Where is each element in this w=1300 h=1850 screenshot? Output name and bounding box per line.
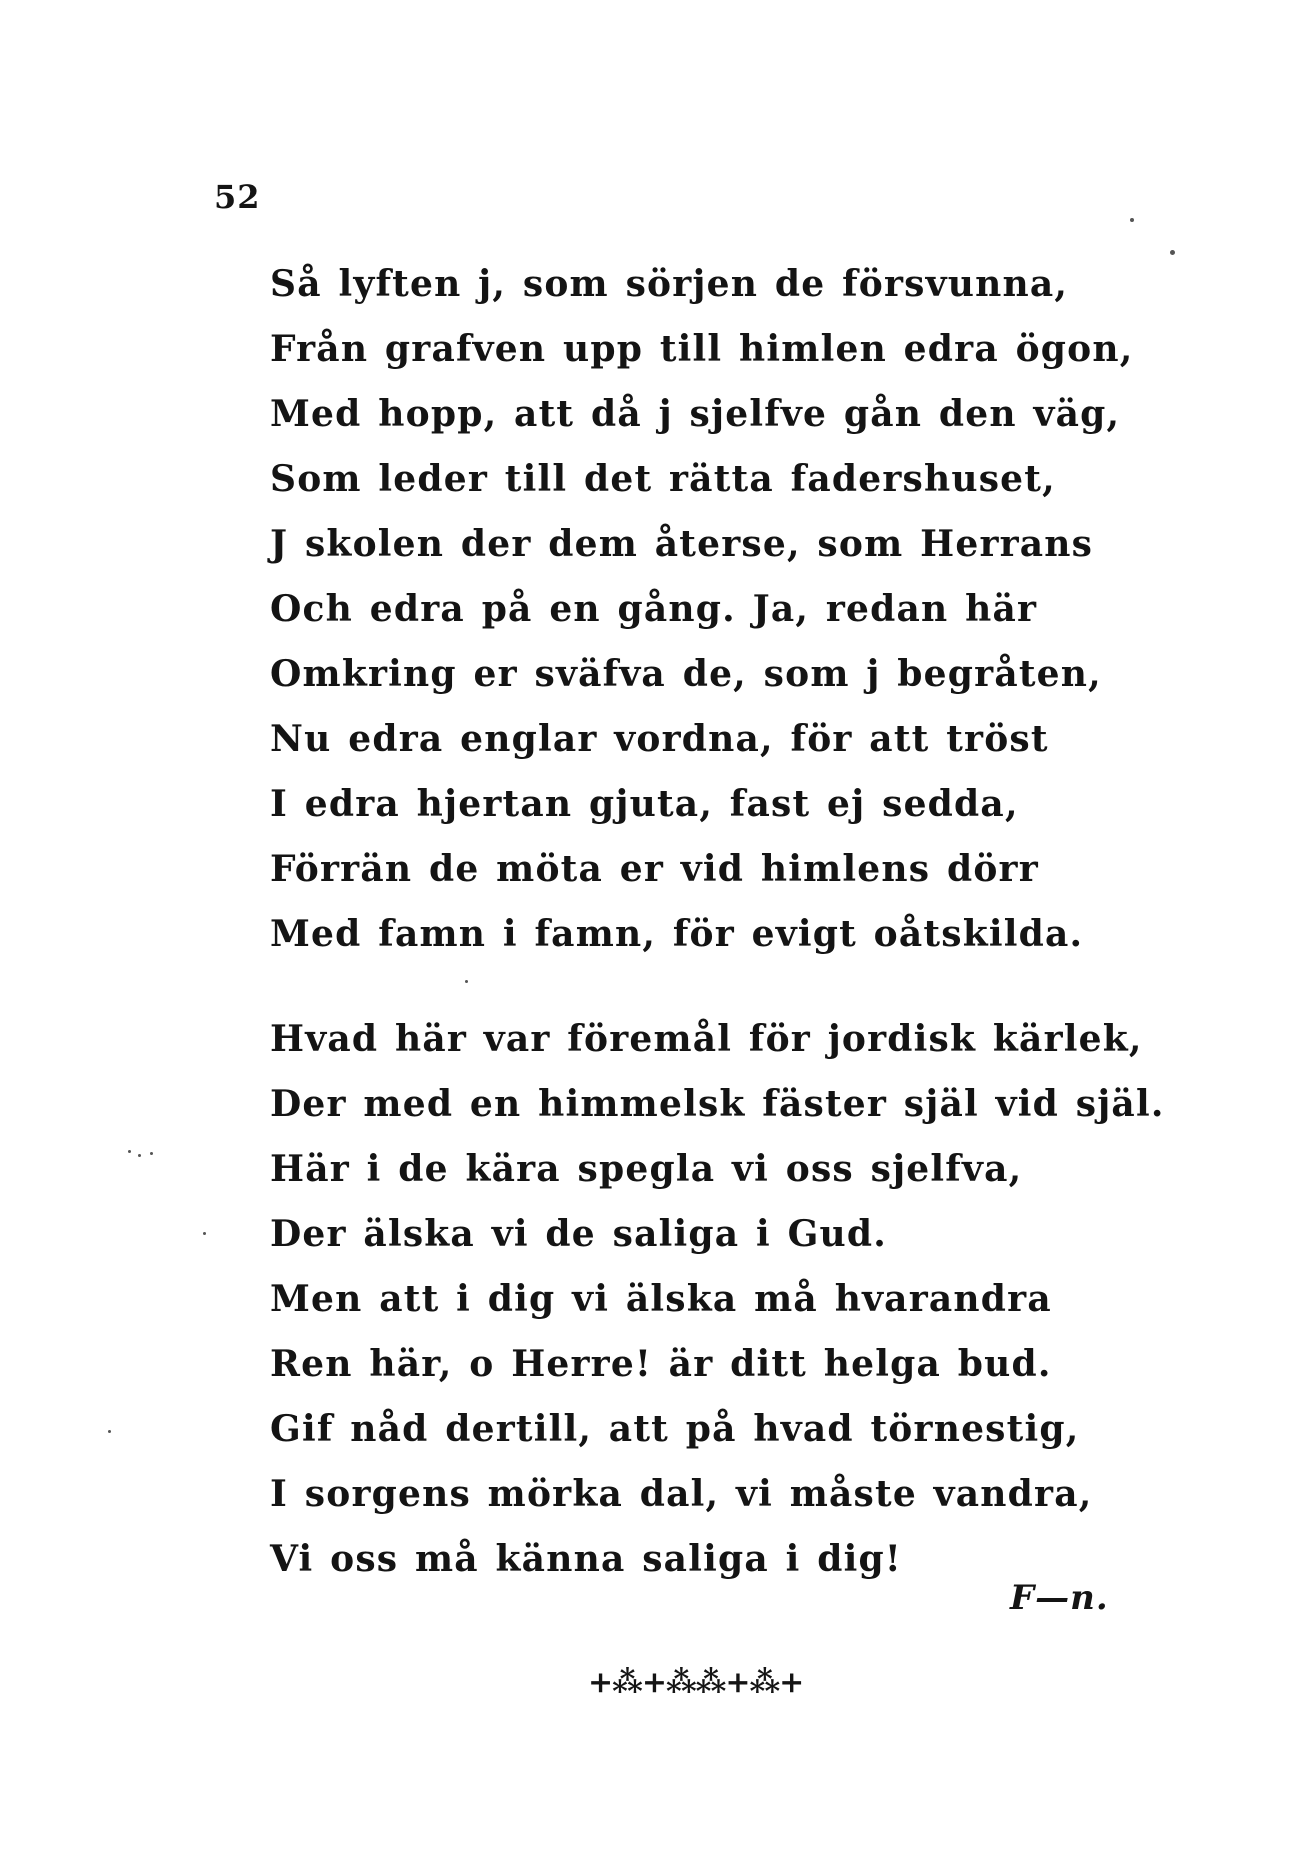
- poem-line: Omkring er sväfva de, som j begråten,: [270, 653, 1102, 695]
- poem-line: Som leder till det rätta fadershuset,: [270, 458, 1056, 500]
- poem-line: Gif nåd dertill, att på hvad törnestig,: [270, 1408, 1080, 1450]
- poem-line: Vi oss må känna saliga i dig!: [270, 1538, 902, 1580]
- poem-line: Så lyften j, som sörjen de försvunna,: [270, 263, 1069, 305]
- page-number: 52: [214, 178, 261, 216]
- poem-line: Nu edra englar vordna, för att tröst: [270, 718, 1049, 760]
- poem-stanza-2: [270, 1007, 1165, 1592]
- poem-line: Der med en himmelsk fäster själ vid själ.: [270, 1083, 1165, 1125]
- poem-line: Här i de kära spegla vi oss sjelfva,: [270, 1148, 1023, 1190]
- print-speck: [1130, 218, 1134, 222]
- poem-line: Med famn i famn, för evigt oåtskilda.: [270, 913, 1084, 955]
- print-speck: [203, 1232, 206, 1235]
- poem-line: Der älska vi de saliga i Gud.: [270, 1213, 888, 1255]
- poem-line: Men att i dig vi älska må hvarandra: [270, 1278, 1052, 1320]
- ornament-divider: +⁂+⁂⁂+⁂+: [588, 1665, 804, 1700]
- print-speck: [108, 1430, 111, 1433]
- print-speck: [128, 1150, 131, 1153]
- poem-line: Förrän de möta er vid himlens dörr: [270, 848, 1039, 890]
- poem-line: Ren här, o Herre! är ditt helga bud.: [270, 1343, 1052, 1385]
- author-signature: F—n.: [1010, 1578, 1109, 1618]
- poem-line: I edra hjertan gjuta, fast ej sedda,: [270, 783, 1019, 825]
- poem-line: Med hopp, att då j sjelfve gån den väg,: [270, 393, 1121, 435]
- print-speck: [138, 1154, 141, 1157]
- poem-line: I sorgens mörka dal, vi måste vandra,: [270, 1473, 1093, 1515]
- print-speck: [1170, 250, 1175, 255]
- print-speck: [465, 980, 468, 983]
- poem-line: Hvad här var föremål för jordisk kärlek,: [270, 1018, 1143, 1060]
- poem-line: Och edra på en gång. Ja, redan här: [270, 588, 1038, 630]
- poem-line: Från grafven upp till himlen edra ögon,: [270, 328, 1134, 370]
- print-speck: [150, 1152, 153, 1155]
- poem-line: J skolen der dem återse, som Herrans: [270, 523, 1094, 565]
- poem-stanza-1: [270, 252, 1133, 967]
